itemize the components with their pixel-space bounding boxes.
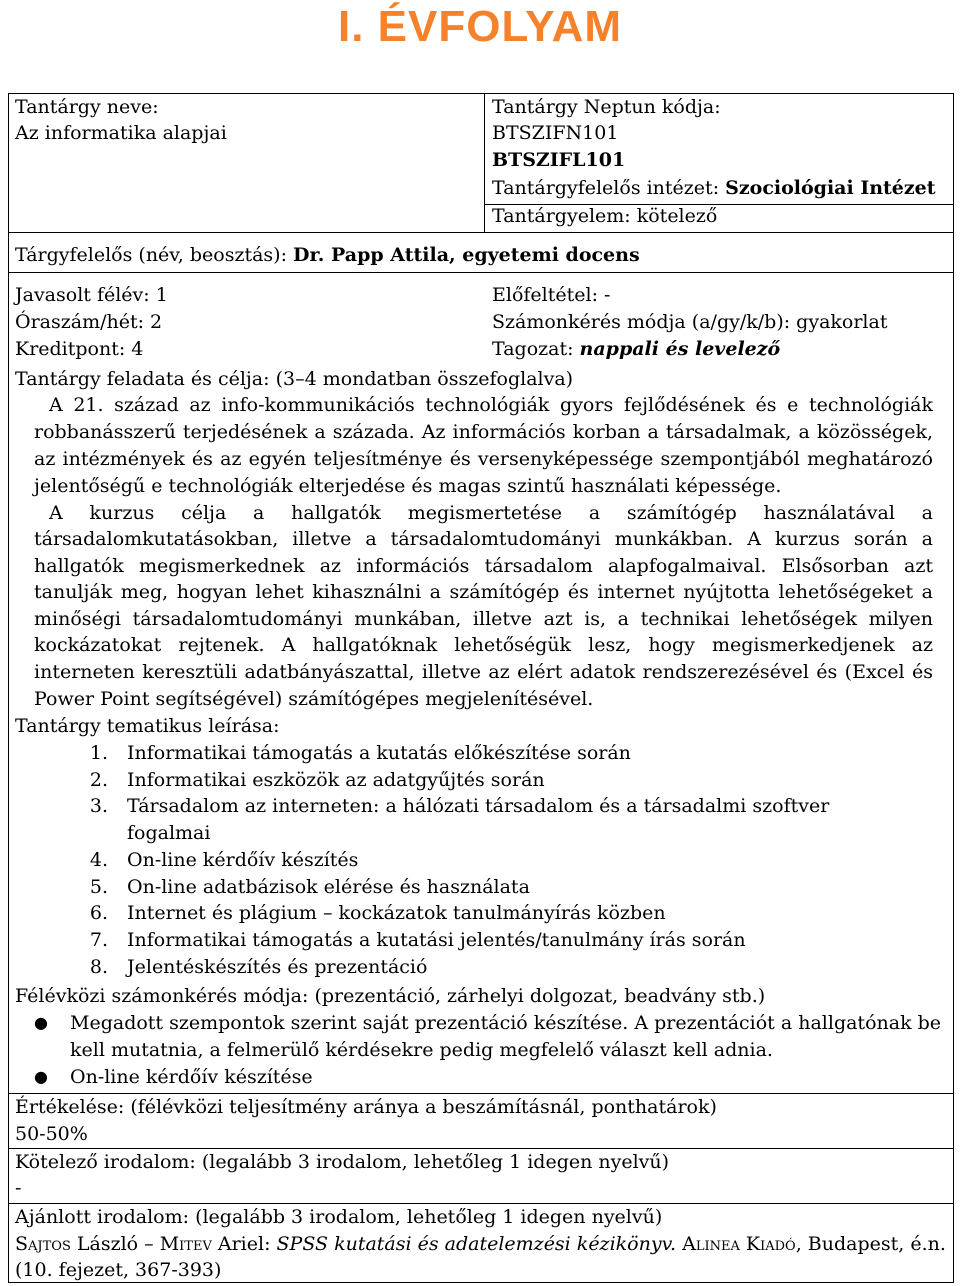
topic-item: Informatikai támogatás a kutatási jelentés/tanulmány írás során (127, 929, 746, 951)
goal-line: jelentőségű e technológiák elterjedése és magas szintű használati képessége. (34, 475, 782, 497)
required-literature-value: - (15, 1177, 22, 1199)
evaluation-heading: Értékelése: (félévközi teljesítmény aránya a beszámításnál, ponthatárok) (15, 1096, 717, 1118)
topic-number: 4. (89, 849, 108, 871)
topic-number: 6. (89, 902, 108, 924)
topic-number: 8. (89, 956, 108, 978)
recommended-semester: Javasolt félév: 1 (15, 284, 168, 306)
topic-item: Informatikai eszközök az adatgyűjtés során (127, 769, 545, 791)
topic-number: 7. (89, 929, 108, 951)
neptun-code-1: BTSZIFN101 (492, 122, 619, 144)
recommended-reference-continued: (10. fejezet, 367-393) (15, 1259, 222, 1281)
prerequisite: Előfeltétel: - (492, 284, 611, 306)
neptun-code-label: Tantárgy Neptun kódja: (492, 96, 721, 118)
topic-item: On-line adatbázisok elérése és használata (127, 876, 530, 898)
topic-item-continued: fogalmai (127, 822, 211, 844)
divider (8, 272, 954, 273)
topics-heading: Tantárgy tematikus leírása: (15, 715, 280, 737)
divider (8, 232, 954, 233)
course-name: Az informatika alapjai (15, 122, 227, 144)
topic-item: Internet és plágium – kockázatok tanulmányírás közben (127, 902, 666, 924)
goal-line: az intézmények és az egyén teljesítménye és versenyképessége szempontjából meghatározó (34, 448, 933, 470)
credit-points: Kreditpont: 4 (15, 338, 144, 360)
topic-item: Informatikai támogatás a kutatás előkészítése során (127, 742, 631, 764)
goal-heading: Tantárgy feladata és célja: (3–4 mondatban összefoglalva) (15, 368, 574, 390)
topic-number: 5. (89, 876, 108, 898)
goal-line: kockázatokat rejtenek. A hallgatóknak lehetőségük lesz, hogy megismerkedjenek az (34, 634, 933, 656)
goal-line: interneten keresztüli adatbányászattal, illetve az elért adatok rendszerezésével és (Excel és (34, 661, 933, 683)
responsible-person: Tárgyfelelős (név, beosztás): Dr. Papp Attila, egyetemi docens (15, 244, 640, 266)
goal-line: A 21. század az info-kommunikációs technológiák gyors fejlődésének és e technológiák (49, 394, 933, 416)
topic-item: Jelentéskészítés és prezentáció (127, 956, 428, 978)
topic-number: 2. (89, 769, 108, 791)
evaluation-value: 50-50% (15, 1123, 88, 1145)
goal-line: Power Point segítségével) számítógépes megjelenítésével. (34, 688, 594, 710)
weekly-hours: Óraszám/hét: 2 (15, 311, 163, 333)
goal-line: tanulják meg, hogyan lehet kihasználni a számítógép és internet nyújtotta lehetőségeket a (34, 581, 933, 603)
goal-line: robbanásszerű terjedésének a százada. Az információs korban a társadalmak, a közösségek, (34, 421, 933, 443)
page-title: I. ÉVFOLYAM (337, 2, 623, 51)
bullet-icon: ● (34, 1067, 48, 1086)
course-element: Tantárgyelem: kötelező (492, 205, 718, 227)
assessment-type: Számonkérés módja (a/gy/k/b): gyakorlat (492, 311, 888, 333)
bullet-icon: ● (34, 1013, 48, 1032)
topic-number: 3. (89, 795, 108, 817)
topic-item: On-line kérdőív készítés (127, 849, 359, 871)
topic-item: Társadalom az interneten: a hálózati társadalom és a társadalmi szoftver (127, 795, 830, 817)
goal-line: társadalomkutatásokban, illetve a társadalomtudományi munkákban. A kurzus során a (34, 528, 933, 550)
midterm-item: On-line kérdőív készítése (70, 1066, 313, 1088)
topic-number: 1. (89, 742, 108, 764)
midterm-heading: Félévközi számonkérés módja: (prezentáció, zárhelyi dolgozat, beadvány stb.) (15, 985, 766, 1007)
responsible-institute: Tantárgyfelelős intézet: Szociológiai Intézet (492, 177, 936, 199)
midterm-item-continued: kell mutatnia, a felmerülő kérdésekre pedig megfelelő választ kell adnia. (70, 1039, 773, 1061)
study-mode: Tagozat: nappali és levelező (492, 338, 781, 360)
required-literature-heading: Kötelező irodalom: (legalább 3 irodalom, lehetőleg 1 idegen nyelvű) (15, 1151, 670, 1173)
goal-line: minőségi társadalomtudományi munkában, illetve azt is, a technikai lehetőségek milyen (34, 608, 933, 630)
recommended-literature-heading: Ajánlott irodalom: (legalább 3 irodalom, lehetőleg 1 idegen nyelvű) (15, 1206, 663, 1228)
column-divider (484, 93, 485, 232)
recommended-reference: Sajtos László – Mitev Ariel: SPSS kutatási és adatelemzési kézikönyv. Alinea Kiadó, Budapest, é.n. (15, 1233, 946, 1255)
goal-line: A kurzus célja a hallgatók megismertetése a számítógép használatával a (49, 502, 933, 524)
goal-line: hallgatók megismerkednek az információs társadalom alapfogalmaival. Elsősorban azt (34, 555, 933, 577)
midterm-item: Megadott szempontok szerint saját prezentáció készítése. A prezentációt a hallgatónak be (70, 1012, 942, 1034)
course-name-label: Tantárgy neve: (15, 96, 159, 118)
neptun-code-2: BTSZIFL101 (492, 149, 626, 171)
